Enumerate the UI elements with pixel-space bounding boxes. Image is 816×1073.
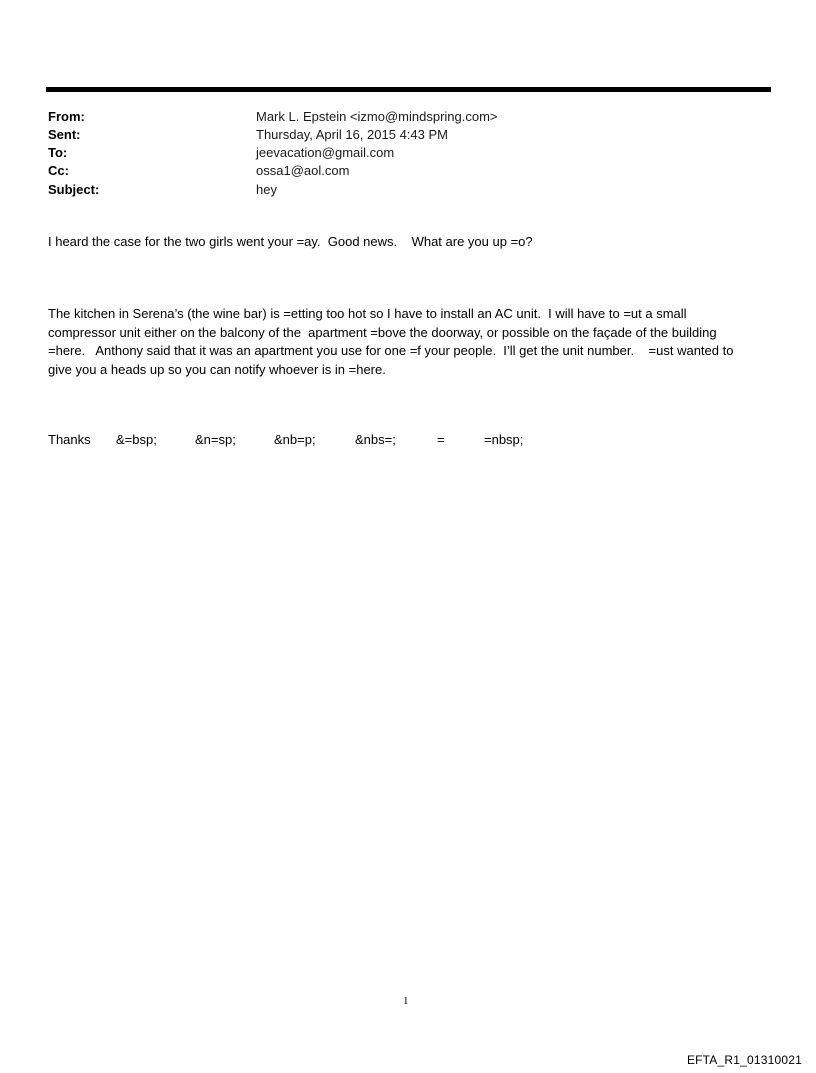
body-paragraph-1: I heard the case for the two girls went your =ay. Good news. What are you up =o? — [48, 234, 533, 249]
sent-label: Sent: — [48, 127, 81, 142]
body-paragraph-2-line-2: compressor unit either on the balcony of the apartment =bove the doorway, or possible on the façade of the building — [48, 324, 717, 340]
signoff-token: &=bsp; — [116, 432, 157, 447]
body-paragraph-2-line-1: The kitchen in Serena’s (the wine bar) is =etting too hot so I have to install an AC unit. I will have to =ut a small — [48, 306, 687, 321]
cc-label: Cc: — [48, 163, 69, 178]
signoff-thanks: Thanks — [48, 432, 91, 447]
subject-value: hey — [256, 182, 277, 197]
cc-value: ossa1@aol.com — [256, 163, 350, 178]
sent-value: Thursday, April 16, 2015 4:43 PM — [256, 127, 448, 142]
signoff-token: &nbs=; — [355, 432, 396, 447]
document-id: EFTA_R1_01310021 — [686, 1053, 802, 1067]
signoff-token: =nbsp; — [484, 432, 524, 447]
body-paragraph-2-line-3: =here. Anthony said that it was an apartment you use for one =f your people. I’ll get the unit number. =ust wanted to — [48, 343, 734, 358]
signoff-token: = — [437, 432, 445, 447]
to-value: jeevacation@gmail.com — [256, 145, 395, 160]
from-label: From: — [48, 109, 85, 124]
page-number: 1 — [403, 995, 409, 1007]
to-label: To: — [48, 145, 68, 160]
body-paragraph-2-line-4: give you a heads up so you can notify whoever is in =here. — [48, 361, 386, 377]
signoff-token: &n=sp; — [195, 432, 236, 447]
from-value: Mark L. Epstein <izmo@mindspring.com> — [256, 109, 498, 124]
subject-label: Subject: — [48, 182, 100, 197]
signoff-token: &nb=p; — [274, 432, 316, 447]
header-divider-rule — [46, 87, 771, 92]
